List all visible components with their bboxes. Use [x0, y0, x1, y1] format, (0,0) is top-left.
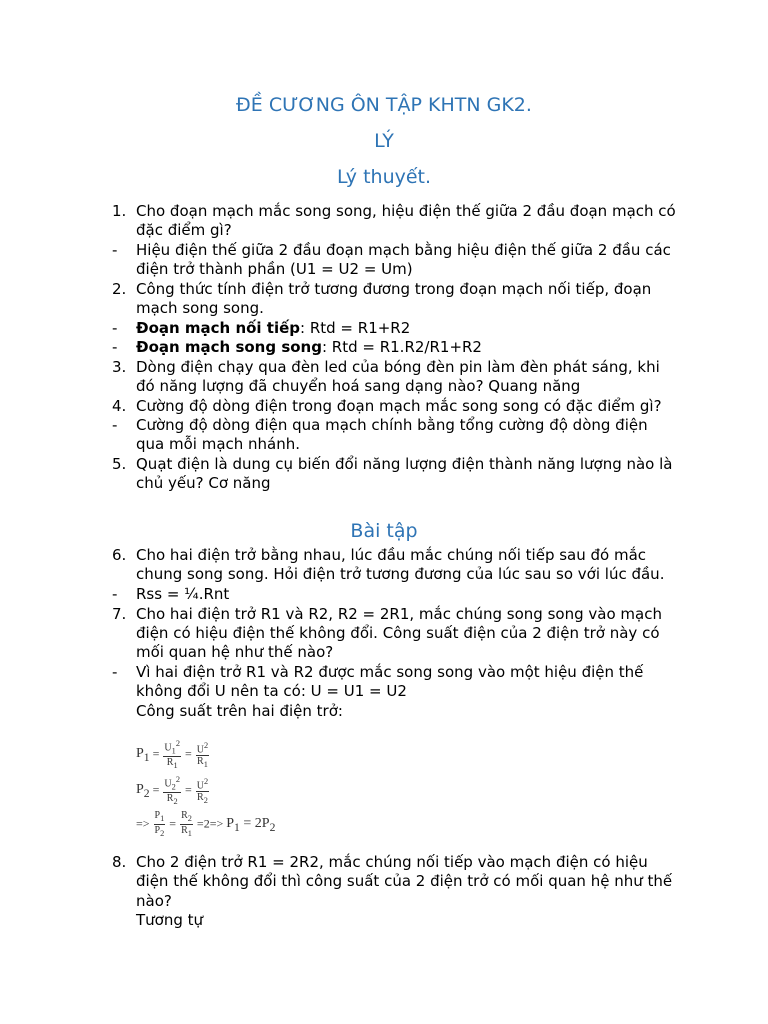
list-marker: 6.: [112, 546, 127, 564]
question-text: Dòng điện chạy qua đèn led của bóng đèn pin làm đèn phát sáng, khi: [136, 358, 660, 376]
list-marker: 3.: [112, 358, 127, 376]
list-marker: -: [112, 338, 118, 356]
list-marker: 2.: [112, 280, 127, 298]
question-text: Cho hai điện trở R1 và R2, R2 = 2R1, mắc chúng song song vào mạch: [136, 605, 662, 623]
question-text: Cho 2 điện trở R1 = 2R2, mắc chúng nối tiếp vào mạch điện có hiệu: [136, 853, 648, 871]
question-text: điện có hiệu điện thế không đổi. Công suất điện của 2 điện trở này có: [136, 624, 660, 642]
list-marker: 8.: [112, 853, 127, 871]
list-marker: 1.: [112, 202, 127, 220]
bold-term: Đoạn mạch song song: [136, 338, 322, 356]
answer-text: Cường độ dòng điện qua mạch chính bằng tổng cường độ dòng điện: [136, 416, 648, 434]
formula-text: : Rtd = R1+R2: [300, 319, 411, 337]
question-text: Cường độ dòng điện trong đoạn mạch mắc song song có đặc điểm gì?: [136, 397, 662, 415]
formula-ratio: => $\frac{P_1}{P_2}$ = $\frac{R_2}{R_1}$ $=2=> P_1 = 2P_2$: [136, 810, 276, 838]
document-title: ĐỀ CƯƠNG ÔN TẬP KHTN GK2.: [236, 94, 532, 116]
answer-text: Vì hai điện trở R1 và R2 được mắc song song vào một hiệu điện thế: [136, 663, 644, 681]
answer-text: điện trở thành phần (U1 = U2 = Um): [136, 260, 413, 278]
list-marker: 5.: [112, 455, 127, 473]
formula-p1: $P_1$ = $\frac{U_1^2}{R_1}$ = $\frac{U^2}{R_1}$: [136, 739, 209, 771]
question-text: đó năng lượng đã chuyển hoá sang dạng nào? Quang năng: [136, 377, 581, 395]
answer-text: [136, 338, 482, 358]
theory-heading: Lý thuyết.: [336, 166, 432, 188]
question-text: mối quan hệ như thế nào?: [136, 643, 334, 661]
list-marker: -: [112, 663, 118, 681]
bold-term: Đoạn mạch nối tiếp: [136, 319, 301, 337]
answer-text: qua mỗi mạch nhánh.: [136, 435, 301, 453]
list-marker: -: [112, 241, 118, 259]
list-marker: -: [112, 416, 118, 434]
formula-p2: $P_2$ = $\frac{U_2^2}{R_2}$ = $\frac{U^2}{R_2}$: [136, 775, 209, 807]
answer-text: không đổi U nên ta có: U = U1 = U2: [136, 682, 407, 700]
question-text: Cho hai điện trở bằng nhau, lúc đầu mắc chúng nối tiếp sau đó mắc: [136, 546, 647, 564]
question-text: Công thức tính điện trở tương đương trong đoạn mạch nối tiếp, đoạn: [136, 280, 652, 298]
list-marker: -: [112, 585, 118, 603]
answer-text: Rss = ¼.Rnt: [136, 585, 230, 603]
question-text: đặc điểm gì?: [136, 221, 232, 239]
question-text: chung song song. Hỏi điện trở tương đương của lúc sau so với lúc đầu.: [136, 565, 665, 583]
answer-text: Tương tự: [136, 911, 204, 929]
list-marker: 7.: [112, 605, 127, 623]
question-text: điện thế không đổi thì công suất của 2 điện trở có mối quan hệ như thế: [136, 872, 673, 890]
question-text: Quạt điện là dung cụ biến đổi năng lượng điện thành năng lượng nào là: [136, 455, 673, 473]
list-marker: 4.: [112, 397, 127, 415]
formula-text: : Rtd = R1.R2/R1+R2: [321, 338, 482, 356]
exercises-heading: Bài tập: [350, 520, 418, 542]
answer-text: [136, 319, 410, 339]
question-text: chủ yếu? Cơ năng: [136, 474, 271, 492]
question-text: mạch song song.: [136, 299, 264, 317]
list-marker: -: [112, 319, 118, 337]
answer-text: Công suất trên hai điện trở:: [136, 702, 343, 720]
question-text: Cho đoạn mạch mắc song song, hiệu điện thế giữa 2 đầu đoạn mạch có: [136, 202, 676, 220]
question-text: nào?: [136, 892, 172, 910]
subject-heading: LÝ: [374, 130, 394, 152]
answer-text: Hiệu điện thế giữa 2 đầu đoạn mạch bằng hiệu điện thế giữa 2 đầu các: [136, 241, 671, 259]
